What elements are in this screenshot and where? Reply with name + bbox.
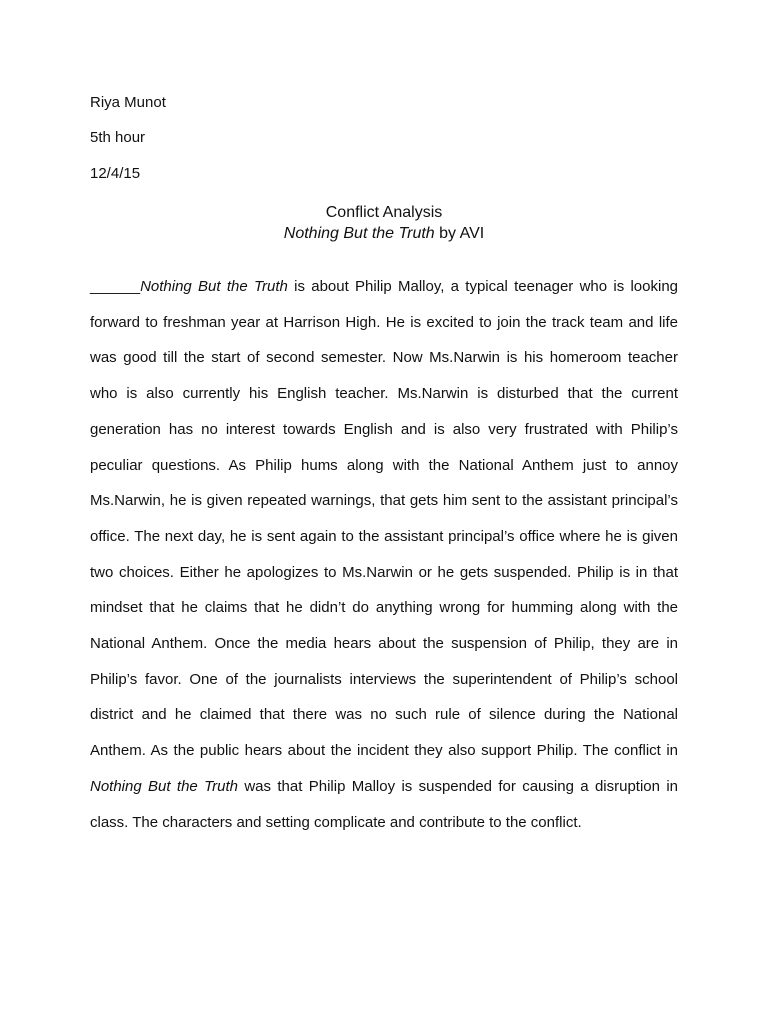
book-title: Nothing But the Truth — [283, 225, 435, 242]
title-block — [0, 202, 768, 244]
document-subtitle — [0, 223, 768, 244]
paragraph-text-1: is about Philip Malloy, a typical teenager who is looking forward to freshman year at Harrison High. He is excited to join the track team and life was good till the start of second semester. Now Ms.Narwin is his homeroom teacher who is also currently his English teacher. Ms.Narwin is disturbed that the current generation has no interest towards English and is also very frustrated with Philip’s peculiar questions. As Philip hums along with the National Anthem just to annoy Ms.Narwin, he is given repeated warnings, that gets him sent to the assistant principal’s office. The next day, he is sent again to the assistant principal’s office where he is given two choices. Either he apologizes to Ms.Narwin or he gets suspended. Philip is in that mindset that he claims that he didn’t do anything wrong for humming along with the National Anthem. Once the media hears about the suspension of Philip, they are in Philip’s favor. One of the journalists interviews the superintendent of Philip’s school district and he claimed that there was no such rule of silence during the National Anthem. As the public hears about the incident they also support Philip. The conflict in — [90, 278, 679, 760]
paragraph-indent: ______ — [90, 278, 141, 295]
book-title-inline-1: Nothing But the Truth — [140, 278, 288, 295]
paragraph-text-2: was that Philip Malloy is suspended for causing a disruption in class. The characters and setting complicate and contribute to the conflict. — [90, 777, 678, 831]
body-paragraph — [90, 269, 678, 840]
document-date: 12/4/15 — [90, 165, 141, 182]
book-title-inline-2: Nothing But the Truth — [90, 777, 238, 795]
class-period: 5th hour — [90, 129, 146, 146]
author-name: Riya Munot — [90, 94, 166, 111]
document-title: Conflict Analysis — [325, 204, 443, 221]
book-author: by AVI — [434, 225, 485, 242]
